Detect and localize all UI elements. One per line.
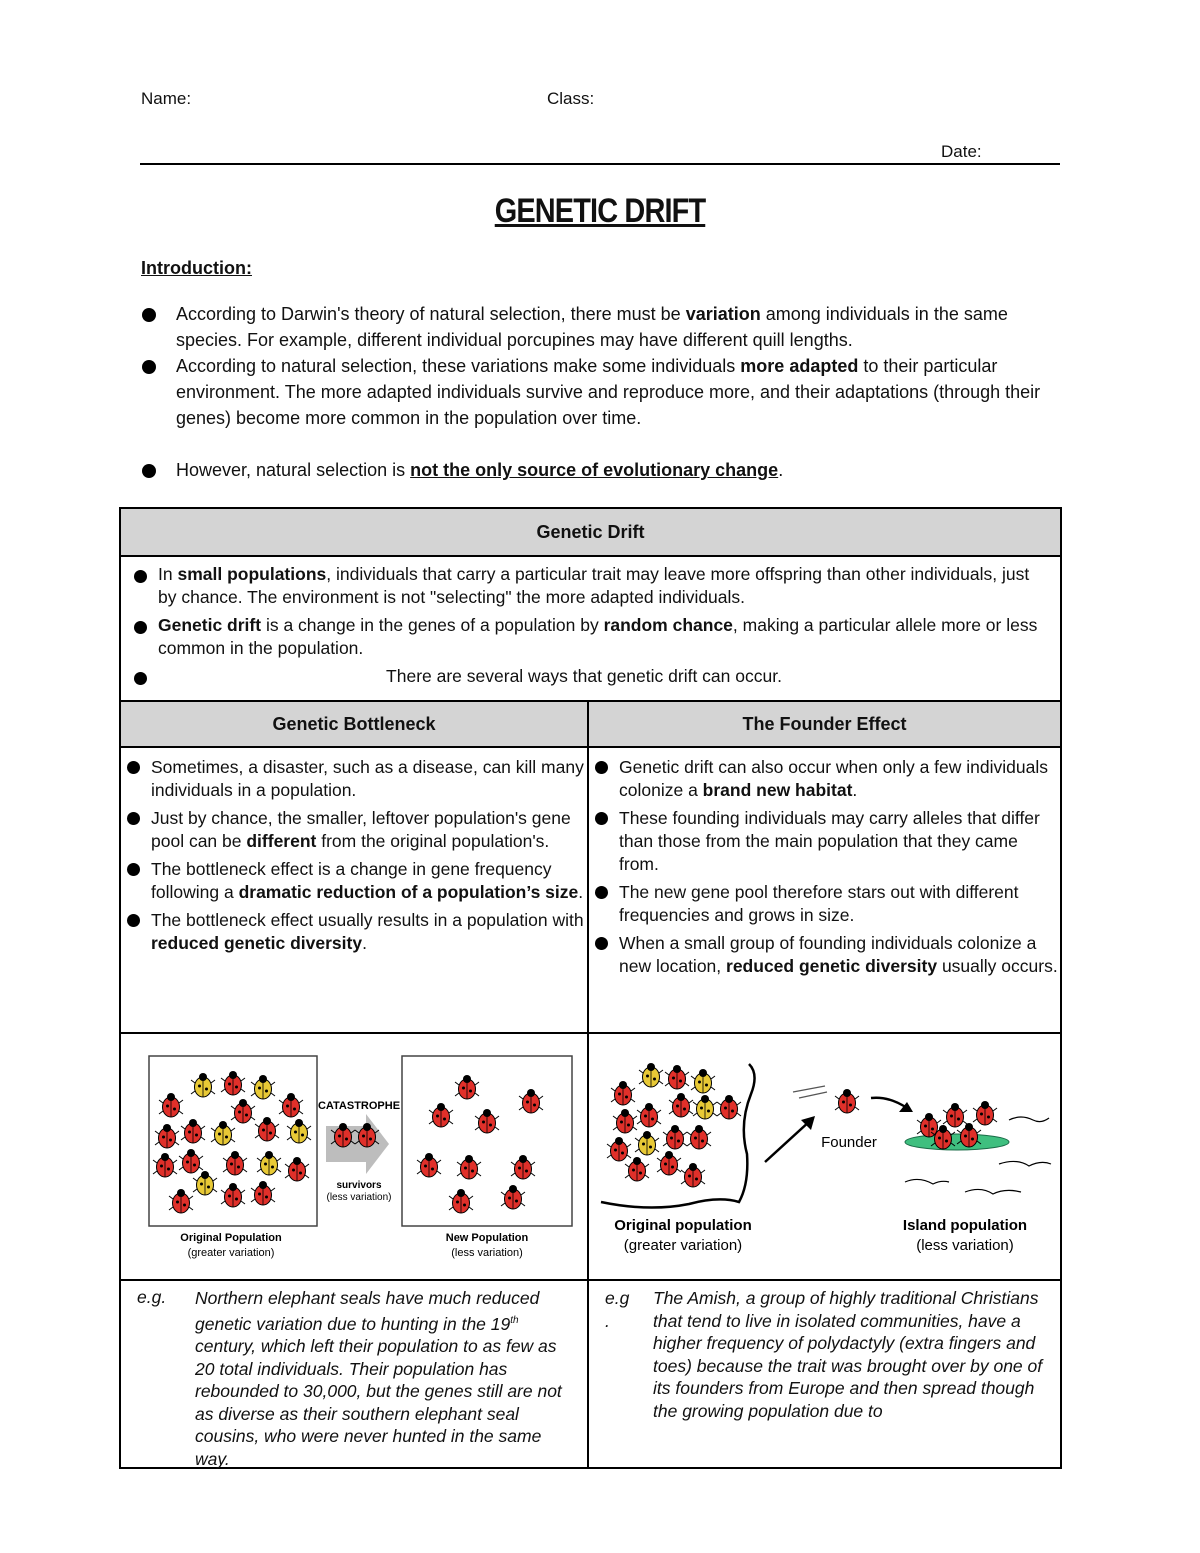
bottleneck-emphasis: reduced genetic diversity [151, 933, 363, 953]
bottleneck-text: Sometimes, a disaster, such as a disease, can kill many individuals in a population. [151, 757, 584, 800]
bullet-dot [127, 863, 140, 876]
bottleneck-example-cell [120, 1280, 588, 1468]
example-label: e.g . [605, 1288, 630, 1331]
drift-text: , individuals that carry a particular trait may leave more offspring than other individuals, just by chance. The environment is not "selecting" the more adapted individuals. [158, 564, 1030, 607]
bullet-dot [142, 360, 156, 374]
bullet-dot [127, 812, 140, 825]
intro-text: However, natural selection is [176, 460, 411, 480]
founder-label: Founder [821, 1134, 877, 1151]
original-population-label: Original population [614, 1217, 752, 1234]
intro-list [141, 301, 1041, 483]
intro-text: to their particular environment. The more adapted individuals survive and reproduce more, and their adaptations (through their genes) become more common in the population over time. [176, 356, 1041, 428]
founder-emphasis: brand new habitat [702, 780, 853, 800]
drift-text: In [158, 564, 178, 584]
intro-emphasis: not the only source of evolutionary change [410, 460, 779, 480]
page-title: GENETIC DRIFT [494, 192, 706, 230]
class-label: Class: [547, 89, 595, 108]
intro-heading: Introduction: [141, 258, 252, 278]
example-text: Northern elephant seals have much reduced genetic variation due to hunting in the 19 [195, 1288, 540, 1334]
intro-bullet [141, 301, 1041, 353]
bullet-dot [595, 937, 608, 950]
bottleneck-bullet [121, 756, 587, 802]
original-population-sub: (greater variation) [623, 1237, 743, 1254]
founder-bullet [589, 932, 1060, 978]
example-text: century, which left their population to as few as 20 total individuals. Their population has rebounded to 30,000, but the genes still are not as diverse as their southern elephant seal cousins, who were never hunted in the same way. [195, 1336, 562, 1469]
founder-text: . [852, 780, 858, 800]
bullet-dot [134, 621, 147, 634]
drift-bullet [131, 614, 1050, 660]
drift-emphasis: random chance [603, 615, 733, 635]
bottleneck-text: from the original population's. [316, 831, 550, 851]
island-population-label: Island population [902, 1217, 1028, 1234]
founder-figure-cell [588, 1033, 1061, 1280]
intro-text: According to Darwin's theory of natural selection, there must be [176, 304, 686, 324]
bottleneck-text: The bottleneck effect usually results in a population with [151, 910, 584, 930]
founder-text: The new gene pool therefore stars out with different frequencies and grows in size. [619, 882, 1019, 925]
bottleneck-text: . [578, 882, 584, 902]
genetic-drift-table [119, 507, 1062, 1469]
date-label: Date: [941, 142, 982, 161]
intro-text: . [778, 460, 784, 480]
bottleneck-cell [120, 747, 588, 1033]
drift-text: is a change in the genes of a population by [261, 615, 604, 635]
founder-cell [588, 747, 1061, 1033]
name-label: Name: [141, 89, 192, 108]
island-population-sub: (less variation) [916, 1237, 1014, 1254]
bullet-dot [127, 761, 140, 774]
new-population-sub: (less variation) [451, 1247, 523, 1259]
founder-arrow [871, 1098, 907, 1108]
bottleneck-example [195, 1287, 575, 1471]
founder-text: usually occurs. [937, 956, 1058, 976]
founder-text: These founding individuals may carry alleles that differ than those from the main population that they came from. [619, 808, 1040, 874]
drift-emphasis: small populations [177, 564, 327, 584]
catastrophe-arrow [326, 1114, 389, 1174]
example-label: e.g. [137, 1287, 167, 1307]
founder-example: The Amish, a group of highly traditional Christians that tend to live in isolated communities, have a higher frequency of polydactyly (extra fingers and toes) because the trait was brought over by one of its founders from Europe and then spread though the growing population due to [653, 1288, 1043, 1421]
migration-arrow [765, 1120, 811, 1162]
drift-text: , making a particular allele more or less common in the population. [158, 615, 1038, 658]
founder-bullet [589, 807, 1060, 876]
bottleneck-text: Just by chance, the smaller, leftover population's gene pool can be [151, 808, 571, 851]
motion-lines [793, 1086, 827, 1098]
bullet-dot [134, 672, 147, 685]
bottleneck-text: . [362, 933, 367, 953]
founder-figure [589, 1034, 1060, 1274]
drift-cell [120, 556, 1061, 701]
bottleneck-bullet [121, 909, 587, 955]
drift-bullet [131, 563, 1050, 609]
intro-emphasis: more adapted [740, 356, 859, 376]
header-rule [140, 163, 1060, 165]
original-population-sub: (greater variation) [187, 1247, 275, 1259]
survivors-label: survivors [336, 1180, 382, 1191]
founder-text: When a small group of founding individuals colonize a new location, [619, 933, 1037, 976]
intro-text: among individuals in the same species. For example, different individual porcupines may have different quill lengths. [176, 304, 1008, 350]
original-population-label: Original Population [180, 1232, 282, 1244]
bottleneck-bullet [121, 807, 587, 853]
example-superscript: th [510, 1314, 519, 1326]
wave [905, 1179, 949, 1184]
bottleneck-heading: Genetic Bottleneck [120, 701, 588, 747]
wave [965, 1189, 1021, 1194]
bottleneck-text: The bottleneck effect is a change in gene frequency following a [151, 859, 552, 902]
mainland-beetles [607, 1063, 741, 1187]
wave [1009, 1117, 1049, 1122]
wave [999, 1161, 1051, 1166]
drift-heading: Genetic Drift [120, 508, 1061, 556]
bullet-dot [595, 812, 608, 825]
bullet-dot [127, 914, 140, 927]
founder-bullet [589, 756, 1060, 802]
survivors-sub-label: (less variation) [326, 1192, 392, 1203]
new-population-box [402, 1056, 572, 1226]
island [905, 1134, 1009, 1150]
intro-text: According to natural selection, these variations make some individuals [176, 356, 741, 376]
bottleneck-emphasis: different [246, 831, 317, 851]
bottleneck-bullet [121, 858, 587, 904]
founder-emphasis: reduced genetic diversity [726, 956, 938, 976]
bullet-dot [142, 308, 156, 322]
intro-emphasis: variation [685, 304, 761, 324]
bullet-dot [142, 464, 156, 478]
drift-emphasis: Genetic drift [158, 615, 262, 635]
bottleneck-emphasis: dramatic reduction of a population’s size [238, 882, 579, 902]
bottleneck-figure-cell [120, 1033, 588, 1280]
intro-bullet [141, 353, 1041, 431]
bullet-dot [595, 886, 608, 899]
bullet-dot [134, 570, 147, 583]
founder-bullet [589, 881, 1060, 927]
founder-example-cell [588, 1280, 1061, 1468]
drift-text: There are several ways that genetic drift can occur. [386, 666, 782, 686]
intro-bullet [141, 457, 1041, 483]
founder-heading: The Founder Effect [588, 701, 1061, 747]
drift-bullet [131, 665, 1050, 688]
founder-text: Genetic drift can also occur when only a few individuals colonize a [619, 757, 1048, 800]
catastrophe-label: CATASTROPHE [317, 1100, 401, 1112]
bottleneck-figure [121, 1034, 587, 1274]
bullet-dot [595, 761, 608, 774]
new-population-label: New Population [445, 1232, 529, 1244]
